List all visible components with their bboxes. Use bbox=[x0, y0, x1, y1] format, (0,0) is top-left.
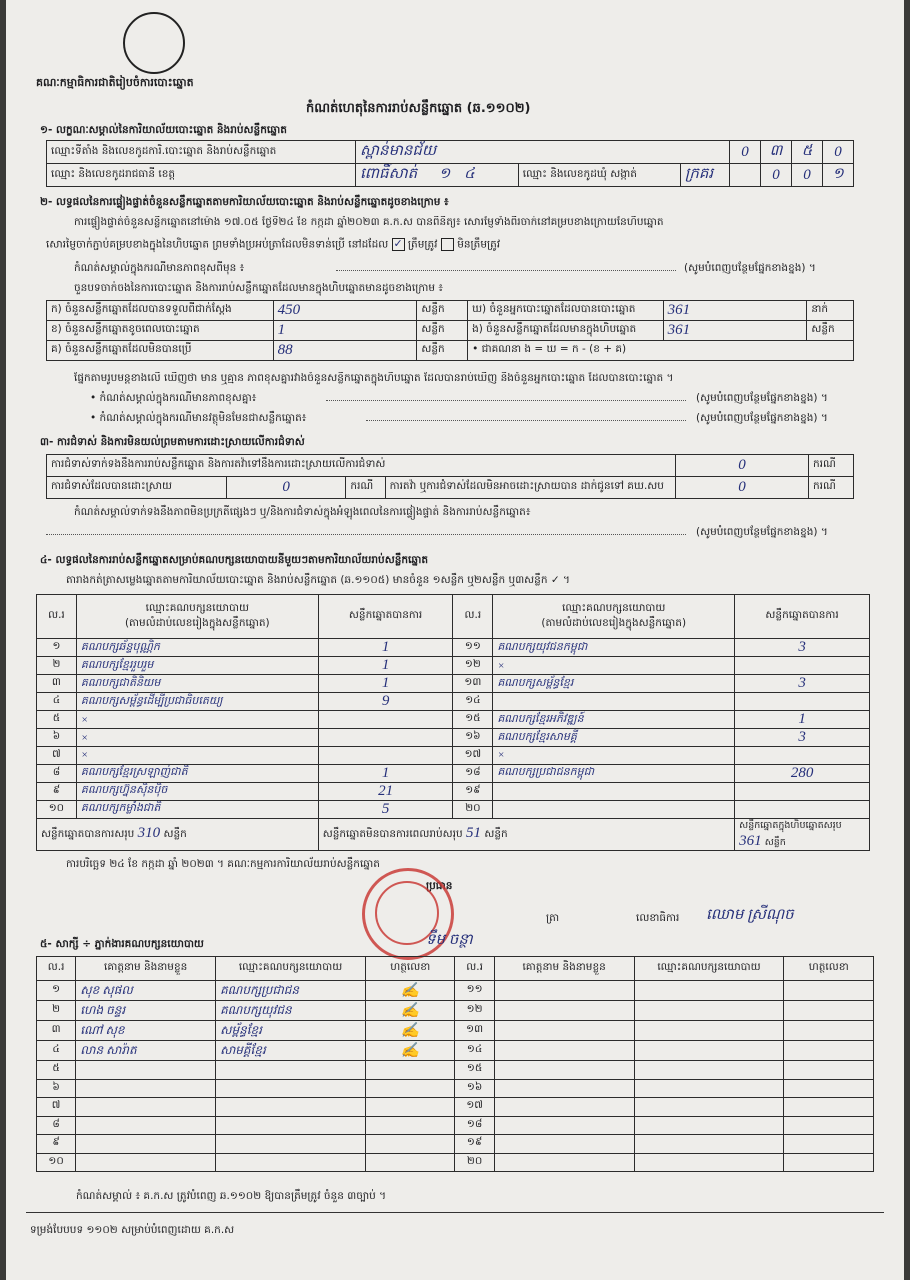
location-code-digit[interactable]: ៥ bbox=[792, 141, 823, 164]
row-no: ១៣ bbox=[453, 675, 493, 693]
objection-value[interactable]: 0 bbox=[676, 455, 809, 477]
witness-signature[interactable] bbox=[784, 1098, 874, 1117]
party-votes[interactable]: 3 bbox=[735, 675, 870, 693]
section4-heading: ៤- លទ្ធផលនៃការរាប់សន្លឹកឆ្នោតសម្រាប់គណបក្សនយោបាយនីមួយៗតាមការិយាល័យរាប់សន្លឹកឆ្នោត bbox=[40, 554, 429, 566]
page-title: កំណត់ហេតុនៃការរាប់សន្លឹកឆ្នោត (ឆ.១១០២) bbox=[306, 101, 531, 116]
row-no: ៦ bbox=[37, 1079, 76, 1098]
witness-party[interactable] bbox=[216, 1135, 366, 1154]
w-col-name: គោត្តនាម និងនាមខ្លួន bbox=[494, 957, 634, 981]
location-code-digit[interactable]: 0 bbox=[823, 141, 854, 164]
witness-party[interactable] bbox=[634, 1098, 784, 1117]
location-code-digit[interactable]: ៣ bbox=[761, 141, 792, 164]
witness-name[interactable] bbox=[494, 1061, 634, 1080]
count-label: ឃ) ចំនួនអ្នកបោះឆ្នោតដែលបានបោះឆ្នោត bbox=[468, 301, 664, 321]
row-no: ១១ bbox=[453, 639, 493, 657]
bullet2-hint: (សូមបំពេញបន្ថែមផ្នែកខាងខ្នង) ។ bbox=[696, 412, 828, 424]
section2-p2: សោរម្ញៃចាក់ភ្ជាប់គម្របខាងក្នុងនៃហិបឆ្នោត ព្រមទាំងប្រអប់ត្រាដែលមិនទាន់ប្រើ នៅដដែល bbox=[46, 238, 389, 251]
party-votes[interactable]: 3 bbox=[735, 639, 870, 657]
witness-name[interactable] bbox=[76, 1116, 216, 1135]
party-name[interactable]: គណបក្សជាតិនិយម bbox=[76, 675, 318, 693]
row-no: ២ bbox=[37, 1001, 76, 1021]
witness-name[interactable] bbox=[494, 1079, 634, 1098]
party-votes[interactable]: 1 bbox=[318, 675, 453, 693]
party-results-table bbox=[36, 594, 870, 851]
witness-signature[interactable] bbox=[784, 1061, 874, 1080]
party-row bbox=[37, 711, 870, 729]
count-value[interactable]: 361 bbox=[663, 321, 807, 341]
party-name[interactable] bbox=[493, 800, 735, 818]
location-code-digit[interactable]: 0 bbox=[730, 141, 761, 164]
witness-party[interactable] bbox=[216, 1079, 366, 1098]
row-no: ៣ bbox=[37, 1021, 76, 1041]
total-right-label: សន្លឹកឆ្នោតក្នុងហិបឆ្នោតសរុប bbox=[739, 819, 842, 831]
formula-label: • ជាគណនា ង = ឃ = ក - (ខ + គ) bbox=[468, 341, 854, 361]
party-row bbox=[37, 764, 870, 782]
bullet1: • កំណត់សម្គាល់ក្នុងករណីមានភាពខុសគ្នា៖ bbox=[90, 392, 257, 404]
party-name[interactable]: គណបក្សខ្មែរអភិវឌ្ឍន៍ bbox=[493, 711, 735, 729]
section3-note-field[interactable] bbox=[46, 534, 686, 535]
party-votes[interactable]: 1 bbox=[318, 764, 453, 782]
col-party-header-line1: ឈ្មោះគណបក្សនយោបាយ bbox=[145, 601, 249, 614]
party-votes[interactable]: 9 bbox=[318, 693, 453, 711]
count-unit: សន្លឹក bbox=[417, 301, 468, 321]
footnote: កំណត់សម្គាល់ ៖ គ.ក.ស ត្រូវបំពេញ ឆ.១១០២ ឱ្យបានត្រឹមត្រូវ ចំនួន ៣ច្បាប់ ។ bbox=[76, 1190, 387, 1202]
footer-divider bbox=[26, 1212, 884, 1213]
witness-table bbox=[36, 956, 874, 1172]
unresolved-label: ការតវ៉ា ឬការជំទាស់ដែលមិនអាចដោះស្រាយបាន ដាក់ជូនទៅ គឃ.សប bbox=[385, 477, 675, 499]
chair-label: ប្រធាន bbox=[426, 880, 453, 892]
objection-label: ការជំទាស់ទាក់ទងនឹងការរាប់សន្លឹកឆ្នោត និងការតវ៉ាទៅនឹងការដោះស្រាយលើការជំទាស់ bbox=[47, 455, 676, 477]
witness-name[interactable]: ហេង ចន្ទរ bbox=[76, 1001, 216, 1021]
party-votes[interactable] bbox=[318, 729, 453, 747]
party-votes[interactable]: 280 bbox=[735, 764, 870, 782]
witness-party[interactable] bbox=[634, 1021, 784, 1041]
witness-signature[interactable] bbox=[365, 1098, 455, 1117]
witness-row bbox=[37, 1153, 874, 1172]
party-votes[interactable]: 21 bbox=[318, 782, 453, 800]
row-no: ១៧ bbox=[453, 747, 493, 765]
witness-name[interactable] bbox=[494, 1021, 634, 1041]
party-votes[interactable] bbox=[735, 782, 870, 800]
witness-signature[interactable] bbox=[365, 1135, 455, 1154]
row-no: ៤ bbox=[37, 693, 77, 711]
witness-name[interactable] bbox=[76, 1098, 216, 1117]
party-name[interactable]: × bbox=[493, 747, 735, 765]
emblem-icon bbox=[123, 12, 185, 74]
party-votes[interactable]: 1 bbox=[318, 639, 453, 657]
witness-row bbox=[37, 1135, 874, 1154]
party-name[interactable]: គណបក្សប្រជាជនកម្ពុជា bbox=[493, 764, 735, 782]
section3-note: កំណត់សម្គាល់ទាក់ទងនឹងភាពមិនប្រក្រតីផ្សេងៗ ឬ/និងការជំទាស់ក្នុងអំឡុងពេលនៃការផ្ទៀងផ្ទាត់ និងការរាប់សន្លឹកឆ្នោត៖ bbox=[74, 506, 531, 518]
total-mid bbox=[318, 818, 734, 850]
party-name[interactable]: គណបក្សយុវជនកម្ពុជា bbox=[493, 639, 735, 657]
witness-signature[interactable] bbox=[784, 1079, 874, 1098]
witness-party[interactable] bbox=[216, 1098, 366, 1117]
col-party-header-line2: (តាមលំដាប់លេខរៀងក្នុងសន្លឹកឆ្នោត) bbox=[124, 616, 270, 629]
row-no: ៨ bbox=[37, 1116, 76, 1135]
province-name: ពោធិ៍សាត់ bbox=[360, 166, 418, 182]
section4-sub: តារាងកត់ត្រាសម្លេងឆ្នោតតាមការិយាល័យបោះឆ្នោត និងរាប់សន្លឹកឆ្នោត (ឆ.១១០៥) មានចំនួន ១សន្លឹក ឬ២សន្លឹក ឬ៣សន្លឹក ✓ ។ bbox=[66, 574, 570, 586]
witness-signature[interactable] bbox=[784, 1135, 874, 1154]
section2-p2-line bbox=[46, 238, 500, 254]
witness-row bbox=[37, 1116, 874, 1135]
form-note: ទម្រង់បែបបទ ១១០២ សម្រាប់បំពេញដោយ គ.ក.ស bbox=[30, 1224, 235, 1236]
witness-row bbox=[37, 981, 874, 1001]
party-votes[interactable] bbox=[735, 657, 870, 675]
witness-name[interactable] bbox=[76, 1061, 216, 1080]
party-row bbox=[37, 800, 870, 818]
party-row bbox=[37, 782, 870, 800]
seal-label: ត្រា bbox=[546, 912, 560, 924]
not-intact-checkbox[interactable] bbox=[441, 238, 454, 251]
party-votes[interactable] bbox=[318, 711, 453, 729]
note-line: កំណត់សម្គាល់ក្នុងករណីមានភាពខុសពីមុន ៖ bbox=[74, 262, 245, 274]
party-name[interactable]: គណបក្សសម្ព័ន្ធដើម្បីប្រជាធិបតេយ្យ bbox=[76, 693, 318, 711]
row-no: ៦ bbox=[37, 729, 77, 747]
count-label: ក) ចំនួនសន្លឹកឆ្នោតដែលបានទទួលពីជាក់ស្តែង bbox=[47, 301, 274, 321]
total-right-value[interactable]: 361 bbox=[739, 832, 762, 849]
org-label: គណៈកម្មាធិការជាតិរៀបចំការបោះឆ្នោត bbox=[36, 76, 194, 89]
witness-signature[interactable] bbox=[784, 1153, 874, 1172]
count-unit: សន្លឹក bbox=[807, 321, 854, 341]
location-label: ឈ្មោះទីតាំង និងលេខកូដការិ.បោះឆ្នោត និងរាប់សន្លឹកឆ្នោត bbox=[47, 141, 356, 164]
total-left-label: សន្លឹកឆ្នោតបានការសរុប bbox=[41, 828, 135, 841]
resolved-unit: ករណី bbox=[346, 477, 385, 499]
witness-party[interactable] bbox=[634, 1153, 784, 1172]
party-name[interactable]: គណបក្សសម្ព័ន្ធខ្មែរ bbox=[493, 675, 735, 693]
row-no: ១៩ bbox=[453, 782, 493, 800]
row-no: ១៥ bbox=[453, 711, 493, 729]
row-no: ១ bbox=[37, 639, 77, 657]
party-votes[interactable]: 1 bbox=[735, 711, 870, 729]
witness-row bbox=[37, 1021, 874, 1041]
row-no: ១ bbox=[37, 981, 76, 1001]
party-name[interactable] bbox=[493, 693, 735, 711]
party-row bbox=[37, 693, 870, 711]
witness-rows bbox=[37, 981, 874, 1172]
witness-name[interactable] bbox=[494, 1135, 634, 1154]
party-votes[interactable] bbox=[735, 800, 870, 818]
party-row bbox=[37, 747, 870, 765]
total-mid-value[interactable]: 51 bbox=[466, 825, 482, 842]
party-votes[interactable] bbox=[318, 747, 453, 765]
witness-row bbox=[37, 1079, 874, 1098]
witness-row bbox=[37, 1041, 874, 1061]
row-no: ១៨ bbox=[453, 764, 493, 782]
resolved-label: ការជំទាស់ដែលបានដោះស្រាយ bbox=[47, 477, 227, 499]
check-line: ផ្នែកតាមរូបមន្តខាងលើ ឃើញថា មាន ឬគ្មាន ភាពខុសគ្នារវាងចំនួនសន្លឹកឆ្នោតក្នុងហិបឆ្នោត ដែលបានរាប់ឃើញ និងចំនួនអ្នកបោះឆ្នោត ដែលបានបោះឆ្នោត ។ bbox=[74, 372, 674, 384]
party-name[interactable]: × bbox=[76, 711, 318, 729]
not-intact-label: មិនត្រឹមត្រូវ bbox=[457, 238, 501, 251]
witness-party[interactable] bbox=[634, 1116, 784, 1135]
party-votes[interactable]: 1 bbox=[318, 657, 453, 675]
commune-code-digit[interactable]: ១ bbox=[823, 164, 854, 187]
witness-name[interactable] bbox=[494, 1153, 634, 1172]
w-col-party: ឈ្មោះគណបក្សនយោបាយ bbox=[216, 957, 366, 981]
chair-name[interactable]: ទឹម ចន្ថា bbox=[426, 932, 473, 948]
witness-signature[interactable] bbox=[365, 1153, 455, 1172]
witness-party[interactable] bbox=[216, 1153, 366, 1172]
row-no: ៨ bbox=[37, 764, 77, 782]
total-mid-label: សន្លឹកឆ្នោតមិនបានការពេលរាប់សរុប bbox=[322, 828, 463, 841]
row-no: ១៣ bbox=[455, 1021, 494, 1041]
witness-signature[interactable] bbox=[784, 1116, 874, 1135]
row-no: ២០ bbox=[453, 800, 493, 818]
w-col-sign: ហត្ថលេខា bbox=[784, 957, 874, 981]
party-name[interactable]: គណបក្សហ្វ៊ុនស៊ិនប៉ិច bbox=[76, 782, 318, 800]
commune-code-digit[interactable]: 0 bbox=[761, 164, 792, 187]
row-no: ៥ bbox=[37, 1061, 76, 1080]
count-value[interactable]: 450 bbox=[273, 301, 417, 321]
total-unit: សន្លឹក bbox=[484, 828, 508, 841]
party-votes[interactable]: 5 bbox=[318, 800, 453, 818]
col-party-header bbox=[493, 595, 735, 639]
count-value[interactable]: 1 bbox=[273, 321, 417, 341]
count-unit: សន្លឹក bbox=[417, 321, 468, 341]
witness-party[interactable]: គណបក្សប្រជាជន bbox=[216, 981, 366, 1001]
section2-p1: ការផ្ទៀងផ្ទាត់ចំនួនសន្លឹកឆ្នោតនៅម៉ោង ១៧.០៥ ថ្ងៃទី២៤ ខែ កក្កដា ឆ្នាំ២០២៣ គ.ក.ស បានពិនិត្យ៖ សោរម្ញៃទាំងពីរចាក់នៅគម្របខាងក្រោយនៃហិបឆ្នោត bbox=[74, 216, 664, 228]
witness-row bbox=[37, 1001, 874, 1021]
date-line: ការបរិច្ឆេទ ២៤ ខែ កក្កដា ឆ្នាំ ២០២៣ ។ គណៈកម្មការការិយាល័យរាប់សន្លឹកឆ្នោត bbox=[66, 858, 380, 870]
row-no: ៧ bbox=[37, 1098, 76, 1117]
witness-party[interactable] bbox=[634, 981, 784, 1001]
witness-party[interactable] bbox=[634, 1135, 784, 1154]
party-rows bbox=[37, 639, 870, 819]
row-no: ៩ bbox=[37, 782, 77, 800]
witness-name[interactable] bbox=[494, 981, 634, 1001]
party-name[interactable]: × bbox=[76, 729, 318, 747]
row-no: ១៤ bbox=[455, 1041, 494, 1061]
objection-table bbox=[46, 454, 854, 499]
party-name[interactable]: × bbox=[493, 657, 735, 675]
party-row bbox=[37, 657, 870, 675]
witness-party[interactable]: គណបក្សយុវជន bbox=[216, 1001, 366, 1021]
total-left-value[interactable]: 310 bbox=[137, 825, 161, 842]
col-no-header: ល.រ bbox=[37, 595, 77, 639]
witness-party[interactable] bbox=[634, 1079, 784, 1098]
location-value[interactable]: ស្ពាន់មានជ័យ bbox=[356, 141, 730, 164]
row-no: ២០ bbox=[455, 1153, 494, 1172]
commune-code-digit[interactable]: 0 bbox=[792, 164, 823, 187]
party-votes[interactable] bbox=[735, 747, 870, 765]
witness-row bbox=[37, 1098, 874, 1117]
witness-name[interactable] bbox=[76, 1153, 216, 1172]
row-no: ៩ bbox=[37, 1135, 76, 1154]
witness-name[interactable] bbox=[494, 1116, 634, 1135]
row-no: ១២ bbox=[455, 1001, 494, 1021]
section2-heading: ២- លទ្ធផលនៃការផ្ទៀងផ្ទាត់ចំនួនសន្លឹកឆ្នោតតាមការិយាល័យបោះឆ្នោត និងរាប់សន្លឹកឆ្នោតដូចខាងក្រោម ៖ bbox=[40, 196, 449, 208]
witness-party[interactable]: សម្ព័ន្ធខ្មែរ bbox=[216, 1021, 366, 1041]
witness-party[interactable] bbox=[216, 1116, 366, 1135]
witness-name[interactable]: ណៅ សុខ bbox=[76, 1021, 216, 1041]
count-table bbox=[46, 300, 854, 361]
party-name[interactable]: គណបក្សឆ័ន្ទបុណ្ណិក bbox=[76, 639, 318, 657]
witness-name[interactable] bbox=[76, 1135, 216, 1154]
bullet1-hint: (សូមបំពេញបន្ថែមផ្នែកខាងខ្នង) ។ bbox=[696, 392, 828, 404]
bullet2-field[interactable] bbox=[366, 420, 686, 421]
intact-label: ត្រឹមត្រូវ bbox=[407, 238, 438, 251]
party-name[interactable] bbox=[493, 782, 735, 800]
province-label: ឈ្មោះ និងលេខកូដរាជធានី ខេត្ត bbox=[47, 164, 356, 187]
intact-checkbox[interactable]: ✓ bbox=[393, 237, 403, 250]
w-col-no: ល.រ bbox=[455, 957, 494, 981]
witness-signature[interactable] bbox=[784, 981, 874, 1001]
total-right bbox=[735, 818, 870, 850]
row-no: ១០ bbox=[37, 1153, 76, 1172]
total-left bbox=[37, 818, 319, 850]
total-unit: សន្លឹក bbox=[163, 828, 187, 841]
witness-row bbox=[37, 1061, 874, 1080]
bullet2: • កំណត់សម្គាល់ក្នុងករណីមានវត្ថុមិនមែនជាសន្លឹកឆ្នោត៖ bbox=[90, 412, 307, 424]
row-no: ១៩ bbox=[455, 1135, 494, 1154]
province-code-digit: ៤ bbox=[464, 166, 475, 182]
note-hint: (សូមបំពេញបន្ថែមផ្នែកខាងខ្នង) ។ bbox=[684, 262, 816, 274]
witness-party[interactable] bbox=[216, 1061, 366, 1080]
row-no: ១២ bbox=[453, 657, 493, 675]
note-dotted-field[interactable] bbox=[336, 270, 676, 271]
witness-party[interactable] bbox=[634, 1001, 784, 1021]
section1-heading: ១- លក្ខណៈសម្គាល់នៃការិយាល័យបោះឆ្នោត និងរាប់សន្លឹកឆ្នោត bbox=[40, 124, 287, 136]
witness-party[interactable]: សាមគ្គីខ្មែរ bbox=[216, 1041, 366, 1061]
count-label: គ) ចំនួនសន្លឹកឆ្នោតដែលមិនបានប្រើ bbox=[47, 341, 274, 361]
section2-p3: ចួនបទចាក់ចងនៃការបោះឆ្នោត និងការរាប់សន្លឹកឆ្នោតដែលមានក្នុងហិបឆ្នោតមានដូចខាងក្រោម ៖ bbox=[74, 282, 443, 294]
row-no: ២ bbox=[37, 657, 77, 675]
witness-name[interactable] bbox=[494, 1041, 634, 1061]
row-no: ១៦ bbox=[455, 1079, 494, 1098]
witness-signature[interactable] bbox=[365, 1116, 455, 1135]
secretary-label: លេខាធិការ bbox=[636, 912, 680, 924]
commune-value[interactable]: ក្រគរ bbox=[680, 164, 729, 187]
bullet1-field[interactable] bbox=[326, 400, 686, 401]
party-name[interactable]: គណបក្សខ្មែរស្រឡាញ់ជាតិ bbox=[76, 764, 318, 782]
witness-name[interactable] bbox=[494, 1001, 634, 1021]
province-value[interactable] bbox=[356, 164, 519, 187]
col-no-header: ល.រ bbox=[453, 595, 493, 639]
col-party-header-line2: (តាមលំដាប់លេខរៀងក្នុងសន្លឹកឆ្នោត) bbox=[541, 616, 687, 629]
unresolved-unit: ករណី bbox=[809, 477, 854, 499]
witness-signature[interactable]: ✍ bbox=[365, 1001, 455, 1021]
unresolved-value[interactable]: 0 bbox=[676, 477, 809, 499]
party-name[interactable]: គណបក្សខ្មែរសាមគ្គី bbox=[493, 729, 735, 747]
secretary-name[interactable]: ឈោម ស្រីណុច bbox=[706, 907, 794, 923]
party-votes[interactable]: 3 bbox=[735, 729, 870, 747]
row-no: ១១ bbox=[455, 981, 494, 1001]
count-value[interactable]: 88 bbox=[273, 341, 417, 361]
col-party-header-line1: ឈ្មោះគណបក្សនយោបាយ bbox=[562, 601, 666, 614]
section3-heading: ៣- ការជំទាស់ និងការមិនយល់ព្រមតាមការដោះស្រាយលើការជំទាស់ bbox=[40, 436, 305, 448]
section1-table bbox=[46, 140, 854, 187]
row-no: ៤ bbox=[37, 1041, 76, 1061]
resolved-value[interactable]: 0 bbox=[226, 477, 346, 499]
party-votes[interactable] bbox=[735, 693, 870, 711]
count-label: ខ) ចំនួនសន្លឹកឆ្នោតខូចពេលបោះឆ្នោត bbox=[47, 321, 274, 341]
witness-party[interactable] bbox=[634, 1061, 784, 1080]
col-votes-header: សន្លឹកឆ្នោតបានការ bbox=[318, 595, 453, 639]
row-no: ១៥ bbox=[455, 1061, 494, 1080]
w-col-no: ល.រ bbox=[37, 957, 76, 981]
count-unit: នាក់ bbox=[807, 301, 854, 321]
col-party-header bbox=[76, 595, 318, 639]
party-row bbox=[37, 639, 870, 657]
witness-signature[interactable] bbox=[784, 1021, 874, 1041]
count-unit: សន្លឹក bbox=[417, 341, 468, 361]
witness-signature[interactable]: ✍ bbox=[365, 1021, 455, 1041]
witness-signature[interactable] bbox=[784, 1001, 874, 1021]
row-no: ១៦ bbox=[453, 729, 493, 747]
witness-name[interactable]: សុខ សុផល bbox=[76, 981, 216, 1001]
w-col-party: ឈ្មោះគណបក្សនយោបាយ bbox=[634, 957, 784, 981]
form-sheet bbox=[6, 0, 904, 1280]
witness-name[interactable]: លាន សារ៉ាត bbox=[76, 1041, 216, 1061]
col-votes-header: សន្លឹកឆ្នោតបានការ bbox=[735, 595, 870, 639]
row-no: ៥ bbox=[37, 711, 77, 729]
section3-hint: (សូមបំពេញបន្ថែមផ្នែកខាងខ្នង) ។ bbox=[696, 526, 828, 538]
witness-name[interactable] bbox=[76, 1079, 216, 1098]
count-value[interactable]: 361 bbox=[663, 301, 807, 321]
row-no: ១៨ bbox=[455, 1116, 494, 1135]
row-no: ៧ bbox=[37, 747, 77, 765]
row-no: ១០ bbox=[37, 800, 77, 818]
row-no: ១៧ bbox=[455, 1098, 494, 1117]
witness-signature[interactable] bbox=[365, 1061, 455, 1080]
party-name[interactable]: × bbox=[76, 747, 318, 765]
party-row bbox=[37, 729, 870, 747]
province-code-digit: ១ bbox=[438, 166, 451, 182]
count-label: ង) ចំនួនសន្លឹកឆ្នោតដែលមានក្នុងហិបឆ្នោត bbox=[468, 321, 664, 341]
witness-signature[interactable] bbox=[365, 1079, 455, 1098]
party-name[interactable]: គណបក្សកម្លាំងជាតិ bbox=[76, 800, 318, 818]
witness-party[interactable] bbox=[634, 1041, 784, 1061]
section5-heading: ៥- សាក្សី ÷ ភ្នាក់ងារគណបក្សនយោបាយ bbox=[40, 938, 204, 950]
w-col-name: គោត្តនាម និងនាមខ្លួន bbox=[76, 957, 216, 981]
row-no: ១៤ bbox=[453, 693, 493, 711]
witness-signature[interactable] bbox=[784, 1041, 874, 1061]
row-no: ៣ bbox=[37, 675, 77, 693]
objection-unit: ករណី bbox=[809, 455, 854, 477]
witness-name[interactable] bbox=[494, 1098, 634, 1117]
witness-signature[interactable]: ✍ bbox=[365, 981, 455, 1001]
commune-label: ឈ្មោះ និងលេខកូដឃុំ សង្កាត់ bbox=[518, 164, 680, 187]
total-unit: សន្លឹក bbox=[764, 836, 786, 848]
witness-signature[interactable]: ✍ bbox=[365, 1041, 455, 1061]
party-name[interactable]: គណបក្សខ្មែររួបរួម bbox=[76, 657, 318, 675]
w-col-sign: ហត្ថលេខា bbox=[365, 957, 455, 981]
party-row bbox=[37, 675, 870, 693]
